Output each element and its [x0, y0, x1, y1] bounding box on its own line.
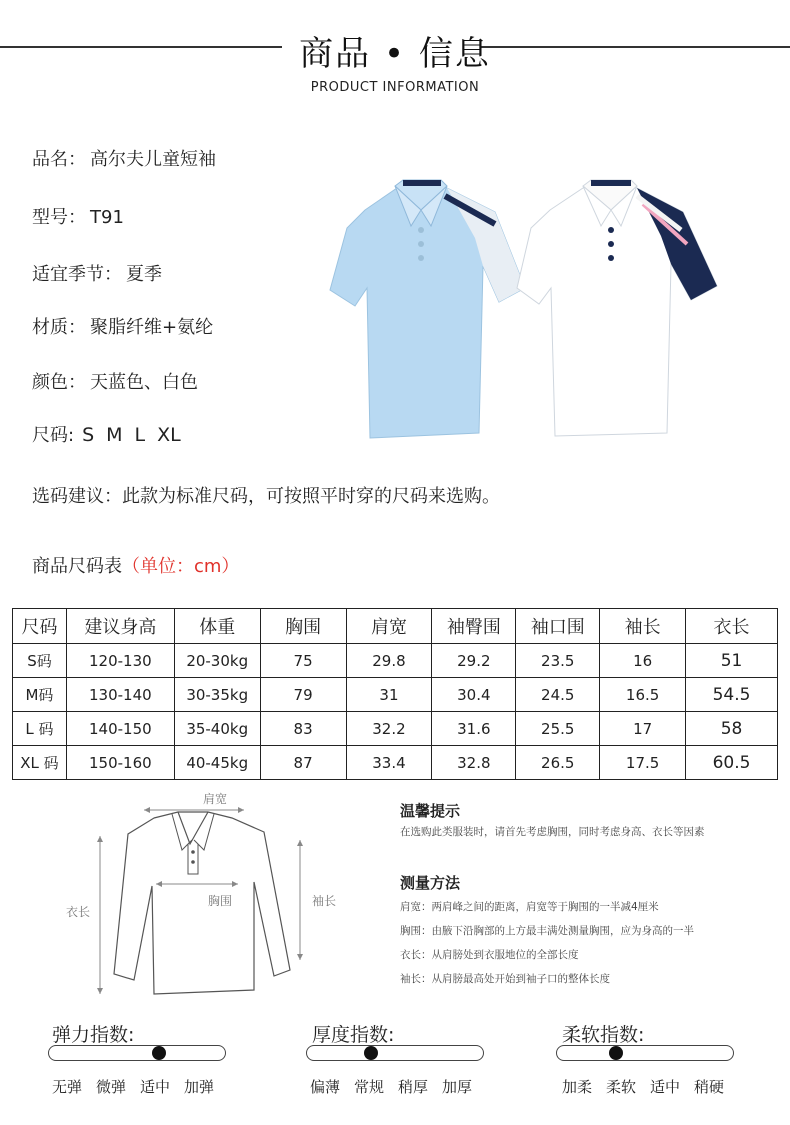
table-cell: 25.5 [516, 712, 600, 746]
thickness-index-levels [310, 1076, 486, 1097]
tips-text: 在选购此类服装时，请首先考虑胸围，同时考虑身高、衣长等因素 [400, 826, 705, 838]
table-cell: 35-40kg [174, 712, 260, 746]
info-value: 高尔夫儿童短袖 [90, 149, 216, 170]
table-cell: 17 [600, 712, 686, 746]
diagram-label-length: 衣长 [66, 905, 91, 919]
softness-index-bar [556, 1045, 734, 1061]
table-row [13, 644, 778, 678]
index-level: 无弹 [52, 1078, 83, 1096]
info-value: T91 [90, 207, 124, 228]
size-option: M [106, 424, 123, 446]
index-level: 加柔 [562, 1078, 593, 1096]
table-cell: 31 [346, 678, 432, 712]
index-level: 微弹 [96, 1078, 127, 1096]
table-cell: 29.8 [346, 644, 432, 678]
table-cell: 54.5 [686, 678, 778, 712]
table-cell: 32.8 [432, 746, 516, 780]
table-header-cell: 肩宽 [346, 609, 432, 644]
table-cell: 120-130 [66, 644, 174, 678]
info-product-name [32, 145, 216, 171]
table-title-main: 商品尺码表 [32, 556, 122, 577]
elasticity-index-marker [152, 1046, 166, 1060]
table-cell: 140-150 [66, 712, 174, 746]
index-level: 柔软 [606, 1078, 637, 1096]
table-cell: 40-45kg [174, 746, 260, 780]
elasticity-index-bar [48, 1045, 226, 1061]
size-option: XL [157, 424, 181, 446]
index-level: 适中 [650, 1078, 681, 1096]
elasticity-index-title: 弹力指数: [52, 1024, 135, 1046]
table-cell: 20-30kg [174, 644, 260, 678]
table-cell: L 码 [13, 712, 67, 746]
table-cell: 87 [260, 746, 346, 780]
table-row [13, 678, 778, 712]
table-cell: 24.5 [516, 678, 600, 712]
page-subtitle: PRODUCT INFORMATION [310, 80, 480, 95]
table-cell: M码 [13, 678, 67, 712]
measure-title: 测量方法 [400, 874, 461, 892]
table-cell: 30-35kg [174, 678, 260, 712]
table-header-cell: 胸围 [260, 609, 346, 644]
info-label: 材质： [32, 317, 86, 338]
info-label: 型号： [32, 207, 86, 228]
size-advice: 选码建议：此款为标准尺码，可按照平时穿的尺码来选购。 [32, 486, 500, 507]
table-cell: S码 [13, 644, 67, 678]
table-cell: 58 [686, 712, 778, 746]
table-cell: 32.2 [346, 712, 432, 746]
table-header-cell: 袖长 [600, 609, 686, 644]
table-cell: 29.2 [432, 644, 516, 678]
table-cell: XL 码 [13, 746, 67, 780]
table-cell: 60.5 [686, 746, 778, 780]
thickness-index-marker [364, 1046, 378, 1060]
softness-index-marker [609, 1046, 623, 1060]
info-season [32, 260, 162, 286]
table-cell: 16.5 [600, 678, 686, 712]
info-value: 聚脂纤维+氨纶 [90, 317, 214, 338]
diagram-label-chest: 胸围 [208, 894, 233, 908]
elasticity-index-levels [52, 1076, 228, 1097]
index-level: 加厚 [442, 1078, 473, 1096]
tips-title: 温馨提示 [400, 802, 461, 820]
table-cell: 31.6 [432, 712, 516, 746]
softness-index-title: 柔软指数: [562, 1024, 645, 1046]
table-title [32, 552, 239, 578]
table-cell: 130-140 [66, 678, 174, 712]
size-table [12, 608, 778, 780]
measure-item: 肩宽：两肩峰之间的距离，肩宽等于胸围的一半减4厘米 [400, 901, 659, 913]
info-label: 适宜季节： [32, 264, 122, 285]
table-header-cell: 体重 [174, 609, 260, 644]
table-cell: 23.5 [516, 644, 600, 678]
info-color [32, 368, 198, 394]
softness-index-levels [562, 1076, 738, 1097]
info-label: 颜色： [32, 372, 86, 393]
info-label: 品名： [32, 149, 86, 170]
page-title: 商品 • 信息 [299, 34, 491, 74]
diagram-label-shoulder: 肩宽 [203, 792, 228, 806]
index-level: 偏薄 [310, 1078, 341, 1096]
index-level: 加弹 [184, 1078, 215, 1096]
size-option: S [82, 424, 95, 446]
table-cell: 16 [600, 644, 686, 678]
table-cell: 17.5 [600, 746, 686, 780]
measure-item: 衣长：从肩膀处到衣服地位的全部长度 [400, 949, 579, 961]
size-option: L [134, 424, 146, 446]
table-header-cell: 建议身高 [66, 609, 174, 644]
info-model [32, 203, 124, 229]
info-material [32, 313, 213, 339]
index-level: 适中 [140, 1078, 171, 1096]
table-row [13, 712, 778, 746]
table-header-row [13, 609, 778, 644]
index-level: 常规 [354, 1078, 385, 1096]
info-label: 尺码: [32, 425, 75, 446]
table-cell: 26.5 [516, 746, 600, 780]
table-row [13, 746, 778, 780]
table-title-unit: （单位：cm） [122, 556, 240, 577]
diagram-label-sleeve: 袖长 [312, 894, 337, 908]
white-shirt [517, 180, 717, 436]
index-level: 稍硬 [694, 1078, 725, 1096]
table-header-cell: 袖臀围 [432, 609, 516, 644]
index-level: 稍厚 [398, 1078, 429, 1096]
info-sizes [32, 421, 193, 447]
table-cell: 51 [686, 644, 778, 678]
table-cell: 79 [260, 678, 346, 712]
info-value: 天蓝色、白色 [90, 372, 198, 393]
table-header-cell: 尺码 [13, 609, 67, 644]
measure-item: 胸围：由腋下沿胸部的上方最丰满处测量胸围，应为身高的一半 [400, 925, 694, 937]
table-cell: 75 [260, 644, 346, 678]
table-cell: 83 [260, 712, 346, 746]
blue-shirt [330, 180, 525, 438]
product-shirts-image [325, 178, 725, 448]
thickness-index-bar [306, 1045, 484, 1061]
thickness-index-title: 厚度指数: [312, 1024, 395, 1046]
table-cell: 33.4 [346, 746, 432, 780]
table-cell: 150-160 [66, 746, 174, 780]
table-header-cell: 袖口围 [516, 609, 600, 644]
measure-item: 袖长：从肩膀最高处开始到袖子口的整体长度 [400, 973, 610, 985]
info-value: 夏季 [126, 264, 162, 285]
table-header-cell: 衣长 [686, 609, 778, 644]
table-cell: 30.4 [432, 678, 516, 712]
